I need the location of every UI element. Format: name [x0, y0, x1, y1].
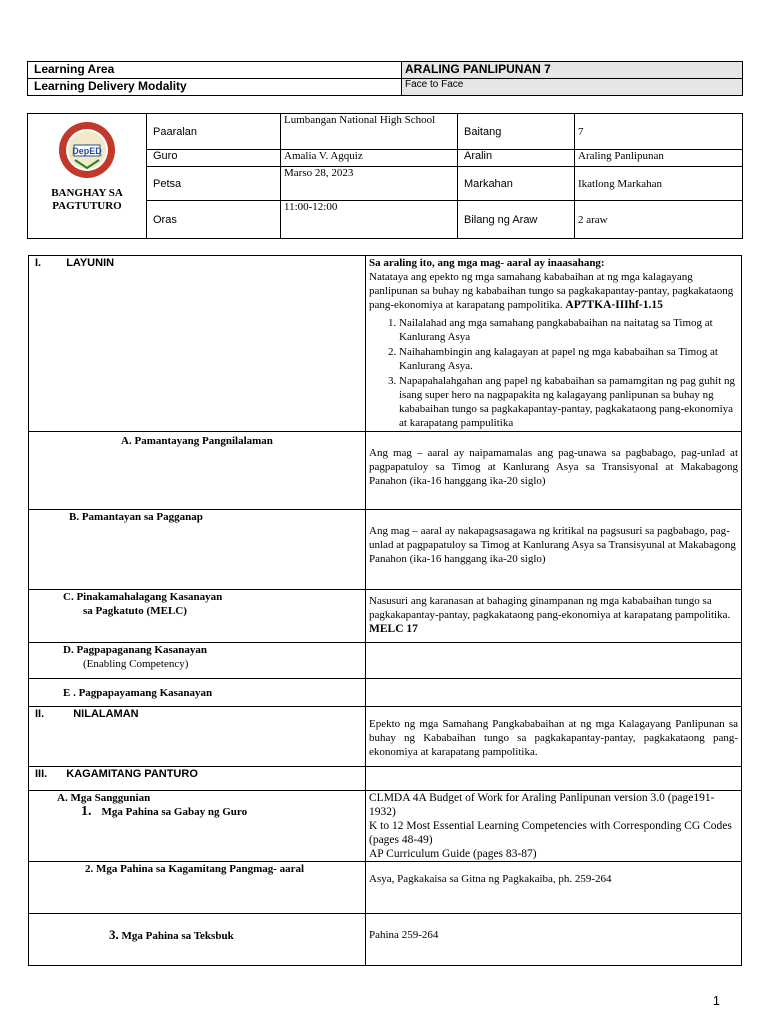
page-number: 1	[712, 993, 720, 1008]
baitang-label: Baitang	[458, 114, 575, 150]
enabling-content	[366, 643, 742, 679]
paaralan-label: Paaralan	[147, 114, 281, 150]
sang2-text: Asya, Pagkakaisa sa Gitna ng Pagkakaiba, ph. 259-264	[366, 862, 742, 914]
layunin-content	[366, 256, 742, 432]
nilalaman-label: NILALAMAN	[73, 708, 139, 720]
melc-code: MELC 17	[369, 623, 418, 635]
modality-label: Learning Delivery Modality	[28, 79, 402, 96]
objective-item: 3. Napapahalahgahan ang papel ng kababaihan sa pamamgitan ng pag guhit ng isang super hero na nagpapakita ng kalagayang panlipunan sa buhay ng kababaihan tungo sa pagkakapantay-pantay, pagkakataong pang-ekonomiya at karapatang pampulitika	[399, 374, 738, 430]
pamantayan-pagganap-text: Ang mag – aaral ay nakapagsasagawa ng kritikal na pagsusuri sa pagbabago, pag-unlad at pagpapatuloy sa Timog at Kanlurang Asya sa Transisyunal at Makabagong Panahon (ika-16 hanggang ika-20 siglo)	[366, 510, 742, 590]
learning-area-label: Learning Area	[28, 62, 402, 79]
sang1-line: CLMDA 4A Budget of Work for Araling Panlipunan version 3.0 (page191- 1932)	[369, 792, 715, 818]
aralin-value: Araling Panlipunan	[575, 150, 743, 167]
layunin-num: I.	[35, 257, 42, 269]
sang1-content	[366, 791, 742, 862]
aralin-label: Aralin	[458, 150, 575, 167]
markahan-label: Markahan	[458, 167, 575, 201]
sang1-label: Mga Pahina sa Gabay ng Guro	[101, 806, 248, 818]
pamantayang-pangnilalaman-label: A. Pamantayang Pangnilalaman	[29, 432, 366, 510]
guro-value: Amalia V. Agquiz	[281, 150, 458, 167]
bilang-value: 2 araw	[575, 201, 743, 239]
layunin-text: Natataya ang epekto ng mga samahang kababaihan at ng mga kalagayang panlipunan sa buhay ng kababaihan tungo sa pagkakapantay-pantay, pagkakataong pang-ekonomiya at karapatang pampolitika.	[369, 271, 734, 311]
melc-label	[29, 590, 366, 643]
deped-seal-icon	[57, 120, 117, 180]
sang1-num: 1.	[81, 804, 92, 819]
sang1-line: K to 12 Most Essential Learning Competencies with Corresponding CG Codes (pages 48-49)	[369, 820, 732, 846]
petsa-value: Marso 28, 2023	[281, 167, 458, 201]
kagamitan-header	[29, 767, 366, 791]
nilalaman-num: II.	[35, 708, 45, 720]
learning-area-table	[27, 61, 743, 96]
objective-item: 2. Naihahambingin ang kalagayan at papel ng mga kababaihan sa Timog at Kanlurang Asya.	[399, 345, 738, 373]
petsa-label: Petsa	[147, 167, 281, 201]
melc-label-line2: sa Pagkatuto (MELC)	[83, 605, 187, 617]
oras-value: 11:00-12:00	[281, 201, 458, 239]
sanggunian-title: A. Mga Sanggunian	[57, 792, 151, 804]
pagpapayamang-label: E . Pagpapayamang Kasanayan	[29, 679, 366, 707]
enabling-label	[29, 643, 366, 679]
oras-label: Oras	[147, 201, 281, 239]
melc-label-line1: C. Pinakamahalagang Kasanayan	[63, 591, 223, 603]
header-info-table	[27, 113, 743, 239]
layunin-intro: Sa araling ito, ang mga mag- aaral ay inaasahang:	[369, 257, 605, 269]
layunin-label: LAYUNIN	[66, 257, 115, 269]
paaralan-value: Lumbangan National High School	[281, 114, 458, 150]
markahan-value: Ikatlong Markahan	[575, 167, 743, 201]
sang1-line: AP Curriculum Guide (pages 83-87)	[369, 848, 537, 860]
sang3-label: Mga Pahina sa Teksbuk	[121, 930, 234, 942]
kagamitan-label: KAGAMITANG PANTURO	[66, 768, 198, 780]
bilang-label: Bilang ng Araw	[458, 201, 575, 239]
sang3-text: Pahina 259-264	[366, 914, 742, 966]
lesson-table	[28, 255, 742, 966]
melc-content	[366, 590, 742, 643]
learning-area-value: ARALING PANLIPUNAN 7	[402, 62, 743, 79]
kagamitan-num: III.	[35, 768, 48, 780]
logo-text: DepED	[72, 146, 102, 156]
sang3-num: 3.	[109, 927, 119, 942]
guro-label: Guro	[147, 150, 281, 167]
kagamitan-content	[366, 767, 742, 791]
objective-item: 1. Nailalahad ang mga samahang pangkababaihan na naitatag sa Timog at Kanlurang Asya	[399, 316, 738, 344]
objectives-list	[369, 316, 738, 430]
melc-text: Nasusuri ang karanasan at bahaging ginampanan ng mga kababaihan tungo sa pagkakapantay-pantay, pagkakataong pang-ekonomiya at karapatang pampolitika.	[369, 595, 731, 621]
nilalaman-header	[29, 707, 366, 767]
enabling-label-line1: D. Pagpapaganang Kasanayan	[63, 644, 207, 656]
modality-value: Face to Face	[402, 79, 743, 96]
baitang-value: 7	[575, 114, 743, 150]
logo-cell	[28, 114, 147, 239]
layunin-code: AP7TKA-IIIhf-1.15	[565, 299, 663, 311]
nilalaman-text: Epekto ng mga Samahang Pangkababaihan at ng mga Kalagayang Panlipunan sa buhay ng Kababaihan tungo sa pagkakapantay-pantay, pagkakataong pang-ekonomiya at karapatang pampolitika.	[366, 707, 742, 767]
sang3-label-cell	[29, 914, 366, 966]
document-title: BANGHAY SA PAGTUTURO	[51, 187, 123, 212]
pamantayan-pagganap-label: B. Pamantayan sa Pagganap	[29, 510, 366, 590]
enabling-label-line2: (Enabling Competency)	[83, 658, 189, 670]
sanggunian-label	[29, 791, 366, 862]
sang2-label: 2. Mga Pahina sa Kagamitang Pangmag- aaral	[29, 862, 366, 914]
pamantayang-pangnilalaman-text: Ang mag – aaral ay naipamamalas ang pag-unawa sa pagbabago, pag-unlad at pagpapatuloy sa Timog at Kanlurang Asya sa Transisyonal at Makabagong Panahon (ika-16 hanggang ika-20 siglo)	[366, 432, 742, 510]
layunin-header	[29, 256, 366, 432]
pagpapayamang-content	[366, 679, 742, 707]
